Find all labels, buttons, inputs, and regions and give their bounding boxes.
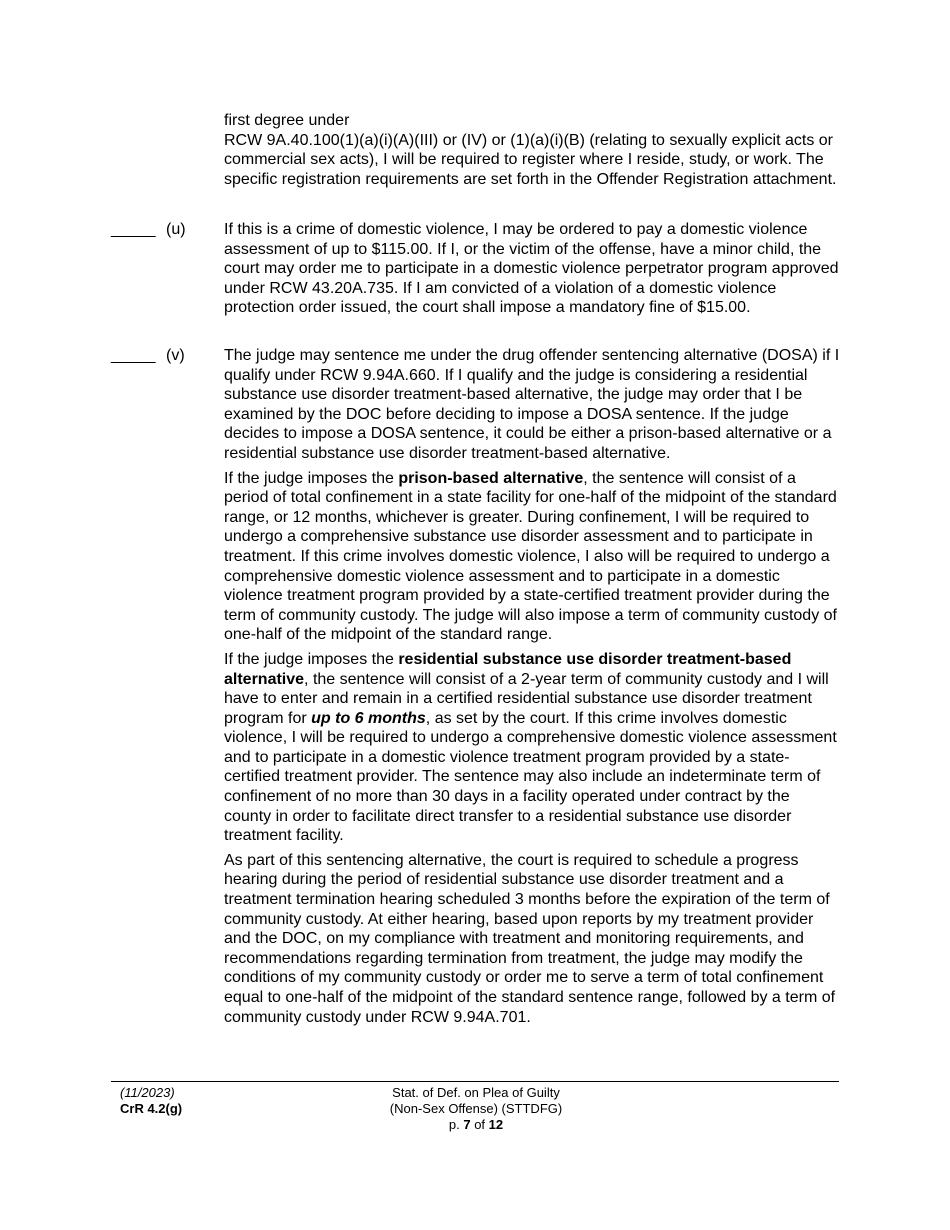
item-u-text-block	[224, 220, 840, 318]
para3-bold-italic-term: up to 6 months	[311, 709, 426, 727]
item-v-blank[interactable]: _____	[111, 347, 156, 364]
para3-bold-term: residential substance use disorder treatment-based alternative	[224, 650, 792, 688]
page-of: of	[470, 1117, 489, 1132]
item-v-paragraph-2	[224, 469, 840, 645]
footer-divider	[111, 1081, 839, 1082]
item-v-letter: (v)	[166, 347, 185, 364]
para2-bold-term: prison-based alternative	[398, 469, 584, 487]
para3-rest: , as set by the court. If this crime involves domestic violence, I will be required to undergo a comprehensive domestic violence assessment and to participate in a domestic violence treatment program provided by a state-certified treatment provider. The sentence may also include an indeterminate term of confinement of no more than 30 days in a facility operated under contract by the county in order to facilitate direct transfer to a residential substance use disorder treatment facility.	[224, 709, 837, 845]
item-v-paragraph-4: As part of this sentencing alternative, the court is required to schedule a progress hearing during the period of residential substance use disorder treatment and a treatment termination hearing scheduled 3 months before the expiration of the term of community custody. At either hearing, based upon reports by my treatment provider and the DOC, on my compliance with treatment and monitoring requirements, and recommendations regarding termination from treatment, the judge may modify the conditions of my community custody or order me to serve a term of total confinement equal to one-half of the midpoint of the standard sentence range, followed by a term of community custody under RCW 9.94A.701.	[224, 851, 836, 1026]
footer-title-line-1: Stat. of Def. on Plea of Guilty	[392, 1085, 560, 1100]
item-u-text: If this is a crime of domestic violence, I may be ordered to pay a domestic violence assessment of up to $115.00. If I, or the victim of the offense, have a minor child, the court may order me to participate in a domestic violence perpetrator program approved under RCW 43.20A.735. If I am convicted of a violation of a domestic violence protection order issued, the court shall impose a mandatory fine of $15.00.	[224, 221, 839, 317]
para2-prefix: If the judge imposes the	[224, 469, 399, 487]
footer-page-number	[376, 1117, 576, 1133]
footer-title-line-2: (Non-Sex Offense) (STTDFG)	[389, 1101, 563, 1116]
footer-left	[120, 1085, 182, 1117]
footer-date: (11/2023)	[120, 1085, 175, 1100]
continuation-line-1: first degree under	[224, 112, 350, 129]
item-v-paragraph-1: The judge may sentence me under the drug offender sentencing alternative (DOSA) if I qualify under RCW 9.94A.660. If I qualify and the judge is considering a residential substance use disorder treatment-based alternative, the judge may order that I be examined by the DOC before deciding to impose a DOSA sentence. If the judge decides to impose a DOSA sentence, it could be either a prison-based alternative or a residential substance use disorder treatment-based alternative.	[224, 347, 840, 462]
page-total: 12	[488, 1117, 504, 1132]
para3-mid: , the sentence will consist of a 2-year term of community custody and I will have to enter and remain in a certified residential substance use disorder treatment program for	[224, 670, 829, 727]
footer-center	[376, 1085, 576, 1133]
item-u-letter: (u)	[166, 221, 186, 238]
para2-rest: , the sentence will consist of a period of total confinement in a state facility for one-half of the midpoint of the standard range, or 12 months, whichever is greater. During confinement, I will be required to undergo a comprehensive substance use disorder assessment and to participate in treatment. If this crime involves domestic violence, I also will be required to undergo a comprehensive domestic violence assessment and to participate in a domestic violence treatment program provided by a state-certified treatment provider during the term of community custody. The judge will also impose a term of community custody of one-half of the midpoint of the standard range.	[224, 469, 837, 644]
item-v-text-block	[224, 346, 840, 1027]
page-prefix: p.	[448, 1117, 464, 1132]
page-current: 7	[463, 1117, 471, 1132]
item-v-paragraph-3	[224, 650, 840, 846]
continuation-line-2: RCW 9A.40.100(1)(a)(i)(A)(III) or (IV) or (1)(a)(i)(B) (relating to sexually explicit acts or commercial sex acts), I will be required to register where I reside, study, or work. The specific registration requirements are set forth in the Offender Registration attachment.	[224, 131, 837, 188]
para3-prefix: If the judge imposes the	[224, 650, 399, 668]
continuation-text	[224, 111, 840, 189]
footer-rule-ref: CrR 4.2(g)	[120, 1101, 183, 1116]
item-u-blank[interactable]: _____	[111, 221, 156, 238]
